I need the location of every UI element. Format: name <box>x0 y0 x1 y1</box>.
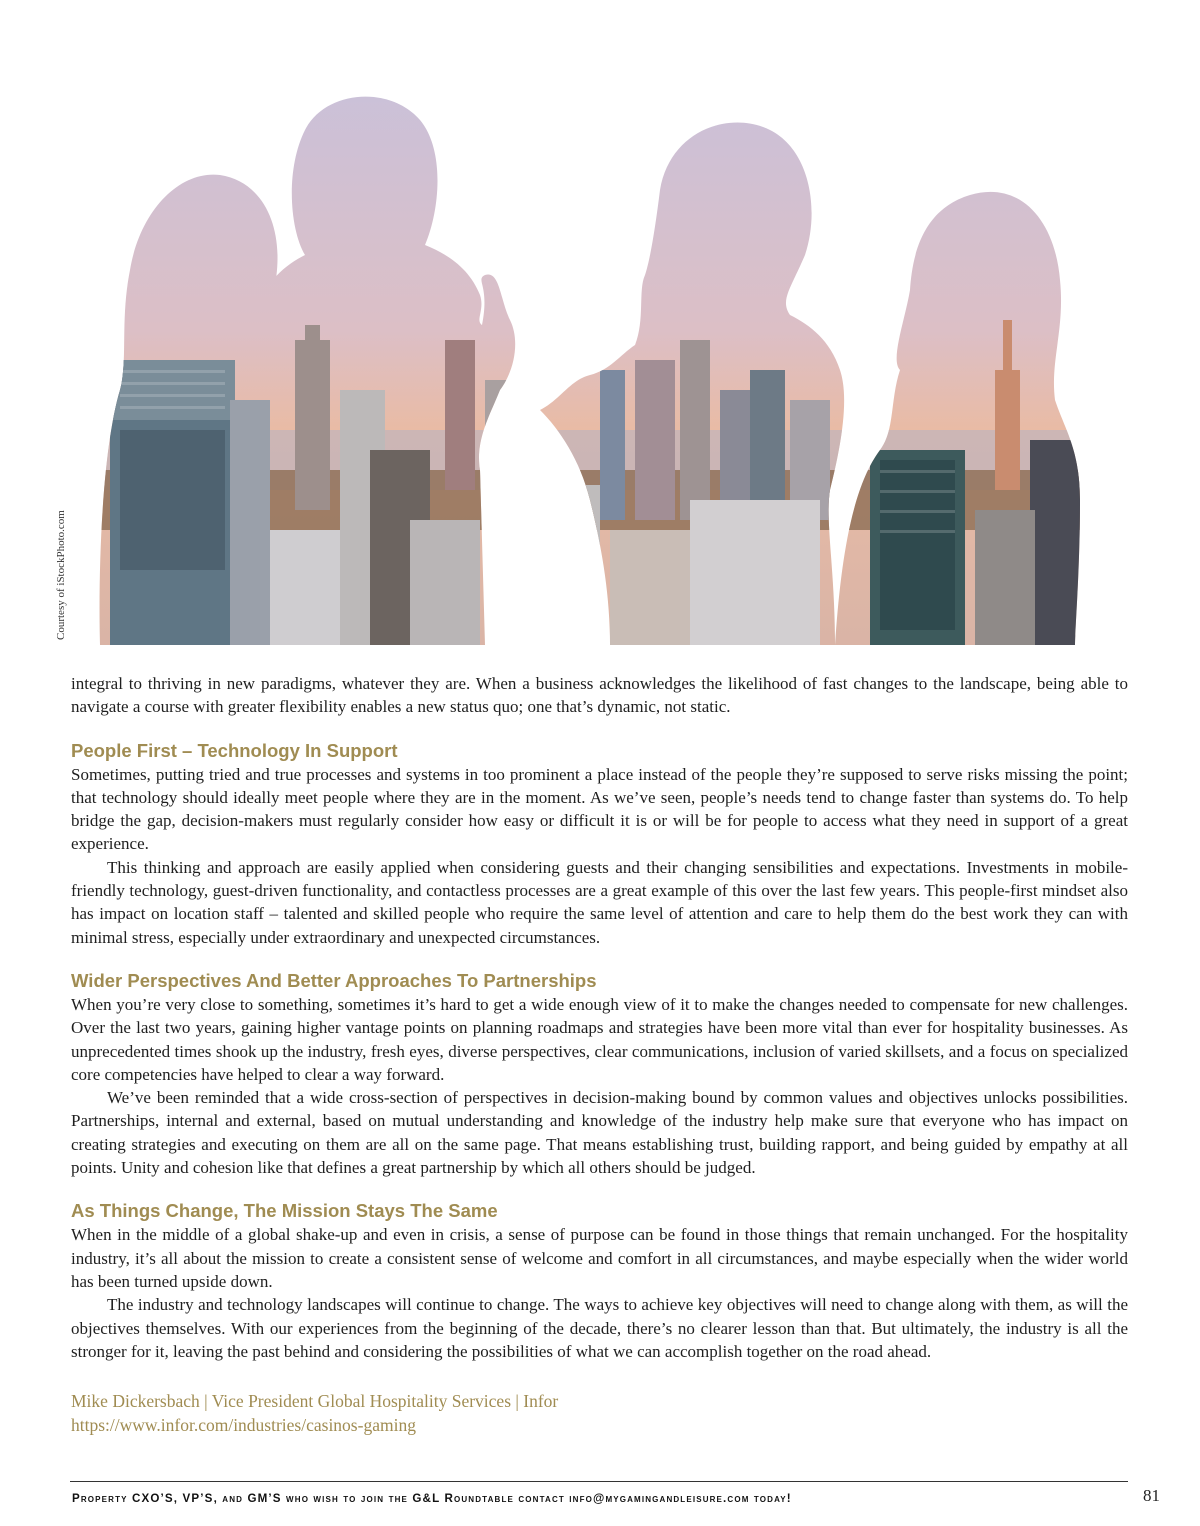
author-line: Mike Dickersbach | Vice President Global Hospitality Services | Infor <box>71 1391 559 1412</box>
section-heading-wider-perspectives: Wider Perspectives And Better Approaches To Partnerships <box>71 969 597 991</box>
section-heading-people-first: People First – Technology In Support <box>71 739 398 761</box>
author-url-link[interactable]: https://www.infor.com/industries/casinos-gaming <box>71 1415 416 1436</box>
hero-photo <box>90 70 1110 650</box>
intro-paragraph: integral to thriving in new paradigms, whatever they are. When a business acknowledges the likelihood of fast changes to the landscape, being able to navigate a course with greater flexibility enables a new status quo; one that’s dynamic, not static. <box>71 674 1128 717</box>
paragraph: When in the middle of a global shake-up and even in crisis, a sense of purpose can be found in those things that remain unchanged. For the hospitality industry, it’s all about the mission to create a consistent sense of welcome and comfort in all circumstances, and maybe especially when the wider world has been turned upside down. <box>71 1225 1128 1291</box>
paragraph: We’ve been reminded that a wide cross-section of perspectives in decision-making bound by common values and objectives unlocks possibilities. Partnerships, internal and external, based on mutual understanding and knowledge of the industry help make sure that everyone who has impact on creating strategies and executing on them are all on the same page. That means establishing trust, building rapport, and being guided by empathy at all points. Unity and cohesion like that defines a great partnership by which all others should be judged. <box>71 1088 1128 1178</box>
footer-divider <box>70 1481 1128 1482</box>
page-number: 81 <box>1143 1486 1160 1505</box>
paragraph: The industry and technology landscapes will continue to change. The ways to achieve key objectives will need to change along with them, as will the objectives themselves. With our experiences from the beginning of the decade, there’s no clearer lesson than that. But ultimately, the industry is all the stronger for it, leaving the past behind and considering the possibilities of what we can accomplish together on the road ahead. <box>71 1295 1128 1361</box>
section-heading-mission: As Things Change, The Mission Stays The Same <box>71 1200 498 1222</box>
author-byline <box>71 1389 1128 1437</box>
paragraph: When you’re very close to something, sometimes it’s hard to get a wide enough view of it to make the changes needed to compensate for new challenges. Over the last two years, gaining higher vantage points on planning roadmaps and strategies have been more vital than ever for hospitality businesses. As unprecedented times shook up the industry, fresh eyes, diverse perspectives, clear communications, inclusion of varied skillsets, and a focus on specialized core competencies have helped to clear a way forward. <box>71 994 1128 1084</box>
photo-credit: Courtesy of iStockPhoto.com <box>55 510 67 640</box>
paragraph: This thinking and approach are easily applied when considering guests and their changing sensibilities and expectations. Investments in mobile-friendly technology, guest-driven functionality, and contactless processes are a great example of this over the last few years. This people-first mindset also has impact on location staff – talented and skilled people who require the same level of attention and care to help them do the best work they can with minimal stress, especially under extraordinary and unexpected circumstances. <box>71 857 1128 947</box>
paragraph: Sometimes, putting tried and true processes and systems in too prominent a place instead of the people they’re supposed to serve risks missing the point; that technology should ideally meet people where they are in the moment. As we’ve seen, people’s needs tend to change faster than systems do. To help bridge the gap, decision-makers must regularly consider how easy or difficult it is or will be for people to access what they need in support of a great experience. <box>71 764 1128 854</box>
footer-banner: Property CXO’S, VP’S, and GM’S who wish to join the G&L Roundtable contact info@mygamingandleisure.com today! <box>72 1492 792 1505</box>
article-body <box>71 672 1128 1437</box>
